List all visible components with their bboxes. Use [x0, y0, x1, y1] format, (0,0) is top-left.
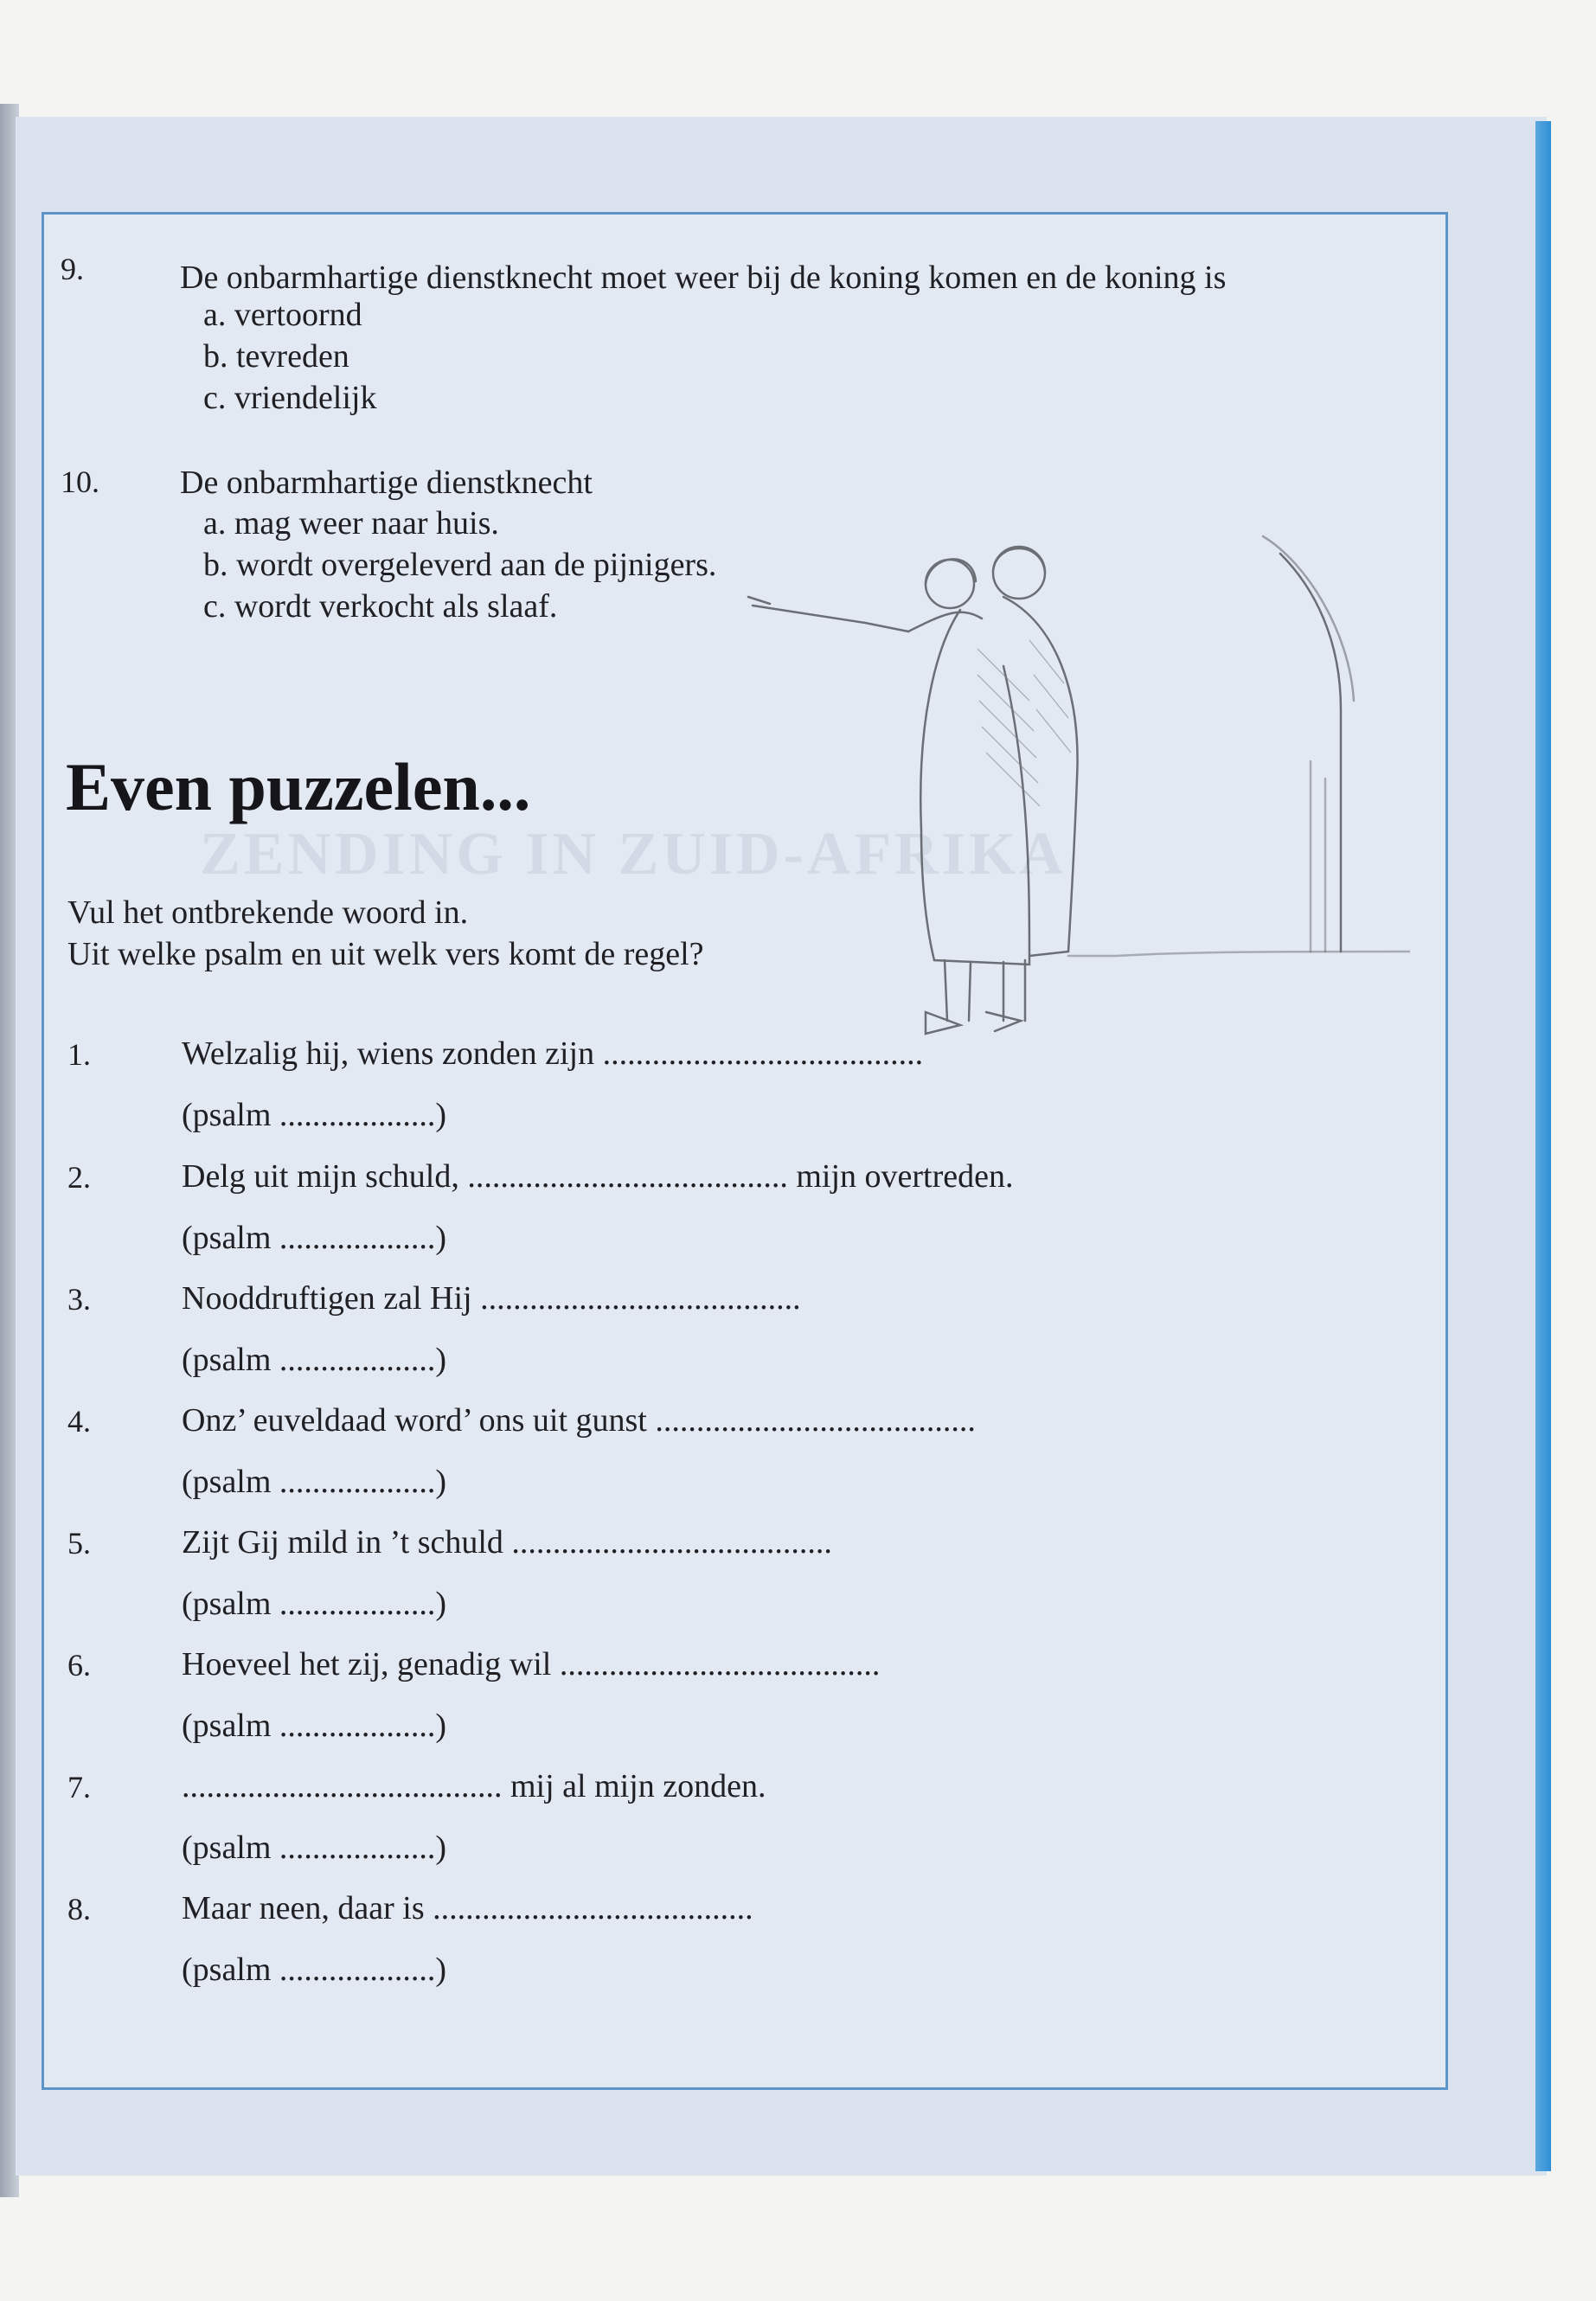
list-item-psalm: (psalm ...................) — [182, 1342, 447, 1378]
question-9-option-b: b. tevreden — [203, 338, 349, 375]
question-9-option-a: a. vertoornd — [203, 297, 362, 333]
question-10-option-a: a. mag weer naar huis. — [203, 505, 499, 542]
background-show-through-text: ZENDING IN ZUID-AFRIKA — [200, 821, 1067, 888]
list-item-line: Maar neen, daar is ....................................... — [182, 1890, 753, 1926]
list-item-number: 5. — [67, 1526, 91, 1561]
list-item-psalm: (psalm ...................) — [182, 1464, 447, 1500]
list-item-line: Delg uit mijn schuld, ....................................... mijn overtreden. — [182, 1158, 1014, 1195]
list-item-number: 3. — [67, 1282, 91, 1317]
question-10-option-c: c. wordt verkocht als slaaf. — [203, 588, 558, 625]
list-item-number: 2. — [67, 1160, 91, 1195]
question-9-option-c: c. vriendelijk — [203, 380, 377, 416]
page-right-edge — [1535, 121, 1551, 2171]
list-item-psalm: (psalm ...................) — [182, 1708, 447, 1744]
puzzle-instruction-2: Uit welke psalm en uit welk vers komt de regel? — [67, 936, 704, 972]
puzzle-title: Even puzzelen... — [66, 749, 531, 824]
puzzle-instruction-1: Vul het ontbrekende woord in. — [67, 894, 469, 931]
list-item-line: Nooddruftigen zal Hij ....................................... — [182, 1280, 801, 1317]
list-item-number: 4. — [67, 1404, 91, 1439]
list-item-line: Zijt Gij mild in ’t schuld ....................................... — [182, 1524, 832, 1561]
list-item-number: 1. — [67, 1037, 91, 1072]
question-10-prompt: De onbarmhartige dienstknecht — [180, 465, 593, 501]
question-10-option-b: b. wordt overgeleverd aan de pijnigers. — [203, 547, 717, 583]
question-10-number: 10. — [61, 465, 99, 499]
list-item-psalm: (psalm ...................) — [182, 1220, 447, 1256]
list-item-psalm: (psalm ...................) — [182, 1952, 447, 1988]
list-item-line: Hoeveel het zij, genadig wil ....................................... — [182, 1646, 881, 1682]
list-item-line: Welzalig hij, wiens zonden zijn ....................................... — [182, 1035, 924, 1072]
question-9-prompt: De onbarmhartige dienstknecht moet weer bij de koning komen en de koning is — [180, 260, 1227, 296]
list-item-psalm: (psalm ...................) — [182, 1097, 447, 1133]
list-item-psalm: (psalm ...................) — [182, 1586, 447, 1622]
list-item-number: 7. — [67, 1770, 91, 1804]
list-item-number: 6. — [67, 1648, 91, 1682]
list-item-line: Onz’ euveldaad word’ ons uit gunst ....................................... — [182, 1402, 976, 1439]
list-item-number: 8. — [67, 1892, 91, 1926]
list-item-psalm: (psalm ...................) — [182, 1830, 447, 1866]
question-9-number: 9. — [61, 252, 84, 286]
list-item-line: ....................................... mij al mijn zonden. — [182, 1768, 766, 1804]
pencil-sketch-two-figures-pointing — [744, 502, 1410, 1038]
